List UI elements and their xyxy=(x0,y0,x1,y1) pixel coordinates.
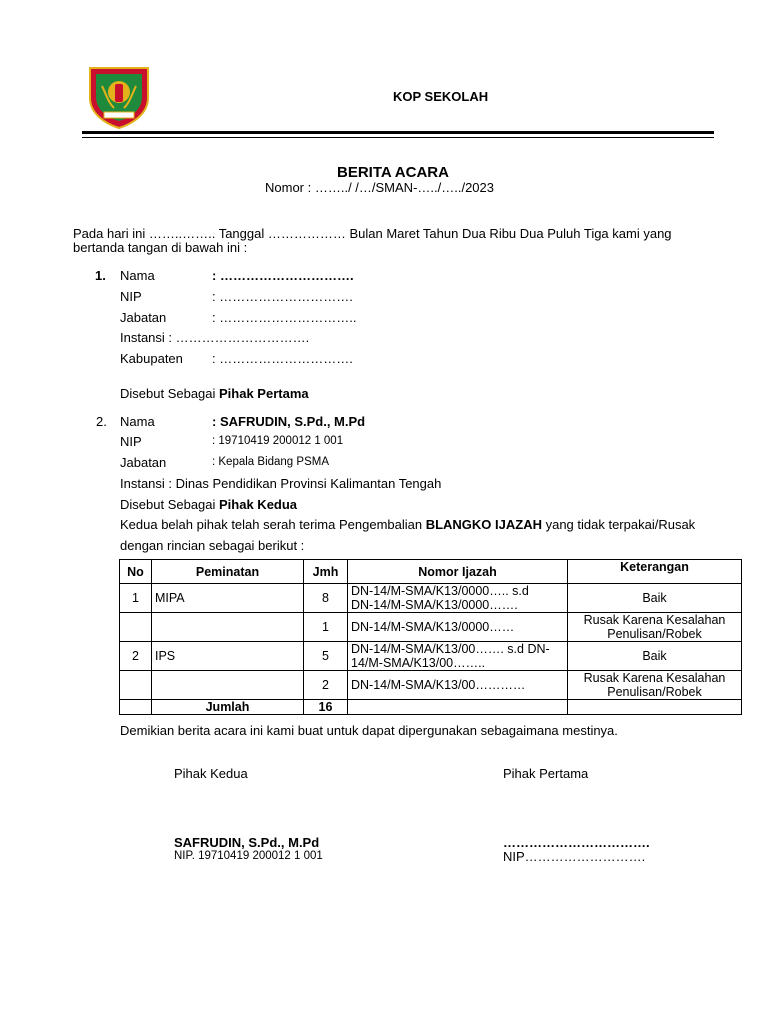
col-header-no: No xyxy=(120,560,152,584)
signature-right-title: Pihak Pertama xyxy=(503,766,589,781)
pihak2-instansi: Instansi : Dinas Pendidikan Provinsi Kalimantan Tengah xyxy=(120,476,442,491)
pihak2-nama-label: Nama xyxy=(120,414,155,429)
cell-no: 2 xyxy=(120,642,152,671)
table-total-row xyxy=(120,700,742,715)
cell-nomor xyxy=(348,584,568,613)
cell-no: 1 xyxy=(120,584,152,613)
cell-jmh: 2 xyxy=(304,671,348,700)
school-crest-logo xyxy=(86,64,152,130)
pihak2-nama-value: : SAFRUDIN, S.Pd., M.Pd xyxy=(212,414,366,429)
keterangan-line-2: Penulisan/Robek xyxy=(607,627,702,641)
signature-left-title: Pihak Kedua xyxy=(174,766,248,781)
nomor-line-1: DN-14/M-SMA/K13/00……. s.d DN- xyxy=(351,642,550,656)
pihak2-nip-label: NIP xyxy=(120,434,142,449)
pihak1-instansi: Instansi : …………………………. xyxy=(120,330,310,345)
pihak1-kabupaten-value: : …………………………. xyxy=(212,351,353,366)
table-row xyxy=(120,613,742,642)
kedua-prefix: Kedua belah pihak telah serah terima Pengembalian xyxy=(120,517,426,532)
col-header-nomor-ijazah: Nomor Ijazah xyxy=(348,560,568,584)
kedua-line-2: dengan rincian sebagai berikut : xyxy=(120,538,305,553)
signature-right-name: ……………………………. xyxy=(503,835,650,850)
disebut-prefix: Disebut Sebagai xyxy=(120,497,220,512)
cell-peminatan xyxy=(152,671,304,700)
cell-peminatan xyxy=(152,613,304,642)
col-header-jmh: Jmh xyxy=(304,560,348,584)
cell-keterangan: Baik xyxy=(568,642,742,671)
pihak1-nip-value: : …………………………. xyxy=(212,289,353,304)
jumlah-value: 16 xyxy=(304,700,348,715)
cell-empty xyxy=(120,700,152,715)
table-row xyxy=(120,642,742,671)
pihak1-nama-value: : …………………………. xyxy=(212,268,354,283)
kedua-bold: BLANGKO IJAZAH xyxy=(425,517,542,532)
blangko-table xyxy=(119,559,742,715)
pihak2-nip-value: : 19710419 200012 1 001 xyxy=(212,435,344,447)
disebut-role: Pihak Pertama xyxy=(219,386,309,401)
cell-keterangan xyxy=(568,613,742,642)
signature-left-name: SAFRUDIN, S.Pd., M.Pd xyxy=(174,835,320,850)
header-rule-thick xyxy=(82,131,714,134)
cell-peminatan: MIPA xyxy=(152,584,304,613)
cell-nomor: DN-14/M-SMA/K13/0000…… xyxy=(348,613,568,642)
nomor-line-2: 14/M-SMA/K13/00…….. xyxy=(351,656,486,670)
header-rule-thin xyxy=(82,137,714,138)
table-header-row xyxy=(120,560,742,584)
cell-jmh: 1 xyxy=(304,613,348,642)
keterangan-line-1: Rusak Karena Kesalahan xyxy=(583,671,726,685)
closing-statement: Demikian berita acara ini kami buat untuk dapat dipergunakan sebagaimana mestinya. xyxy=(120,723,618,738)
pihak2-jabatan-value: : Kepala Bidang PSMA xyxy=(212,456,329,468)
nomor-line-2: DN-14/M-SMA/K13/0000……. xyxy=(351,598,518,612)
table-row xyxy=(120,584,742,613)
intro-line-1: Pada hari ini ……..…….. Tanggal ……………… Bulan Maret Tahun Dua Ribu Dua Puluh Tiga kami yang xyxy=(73,226,672,241)
pihak2-jabatan-label: Jabatan xyxy=(120,455,167,470)
signature-right-nip: NIP………………………. xyxy=(503,849,646,864)
cell-nomor: DN-14/M-SMA/K13/00………… xyxy=(348,671,568,700)
kedua-line-1 xyxy=(120,517,695,532)
pihak2-number: 2. xyxy=(96,414,107,429)
kop-sekolah: KOP SEKOLAH xyxy=(393,89,489,104)
nomor-line-1: DN-14/M-SMA/K13/0000….. s.d xyxy=(351,584,529,598)
cell-keterangan: Baik xyxy=(568,584,742,613)
pihak1-kabupaten-label: Kabupaten xyxy=(120,351,183,366)
cell-peminatan: IPS xyxy=(152,642,304,671)
pihak1-disebut xyxy=(120,386,309,401)
pihak1-nama-label: Nama xyxy=(120,268,155,283)
nomor-line: Nomor : ……../ /…/SMAN-…../…../2023 xyxy=(265,180,494,195)
pihak1-jabatan-value: : ………………………….. xyxy=(212,310,357,325)
disebut-role: Pihak Kedua xyxy=(219,497,298,512)
cell-empty xyxy=(348,700,568,715)
pihak1-number: 1. xyxy=(95,268,106,283)
document-title: BERITA ACARA xyxy=(337,164,449,181)
cell-jmh: 5 xyxy=(304,642,348,671)
cell-nomor xyxy=(348,642,568,671)
cell-keterangan xyxy=(568,671,742,700)
cell-no xyxy=(120,671,152,700)
pihak1-jabatan-label: Jabatan xyxy=(120,310,167,325)
keterangan-line-1: Rusak Karena Kesalahan xyxy=(583,613,726,627)
intro-line-2: bertanda tangan di bawah ini : xyxy=(73,240,248,255)
cell-empty xyxy=(568,700,742,715)
kedua-suffix: yang tidak terpakai/Rusak xyxy=(541,517,696,532)
jumlah-label: Jumlah xyxy=(152,700,304,715)
signature-left-nip: NIP. 19710419 200012 1 001 xyxy=(174,850,323,862)
provincial-crest-icon xyxy=(86,64,152,130)
col-header-peminatan: Peminatan xyxy=(152,560,304,584)
disebut-prefix: Disebut Sebagai xyxy=(120,386,220,401)
keterangan-line-2: Penulisan/Robek xyxy=(607,685,702,699)
cell-no xyxy=(120,613,152,642)
cell-jmh: 8 xyxy=(304,584,348,613)
pihak2-disebut xyxy=(120,497,297,512)
col-header-keterangan: Keterangan xyxy=(568,560,742,584)
pihak1-nip-label: NIP xyxy=(120,289,142,304)
table-row xyxy=(120,671,742,700)
